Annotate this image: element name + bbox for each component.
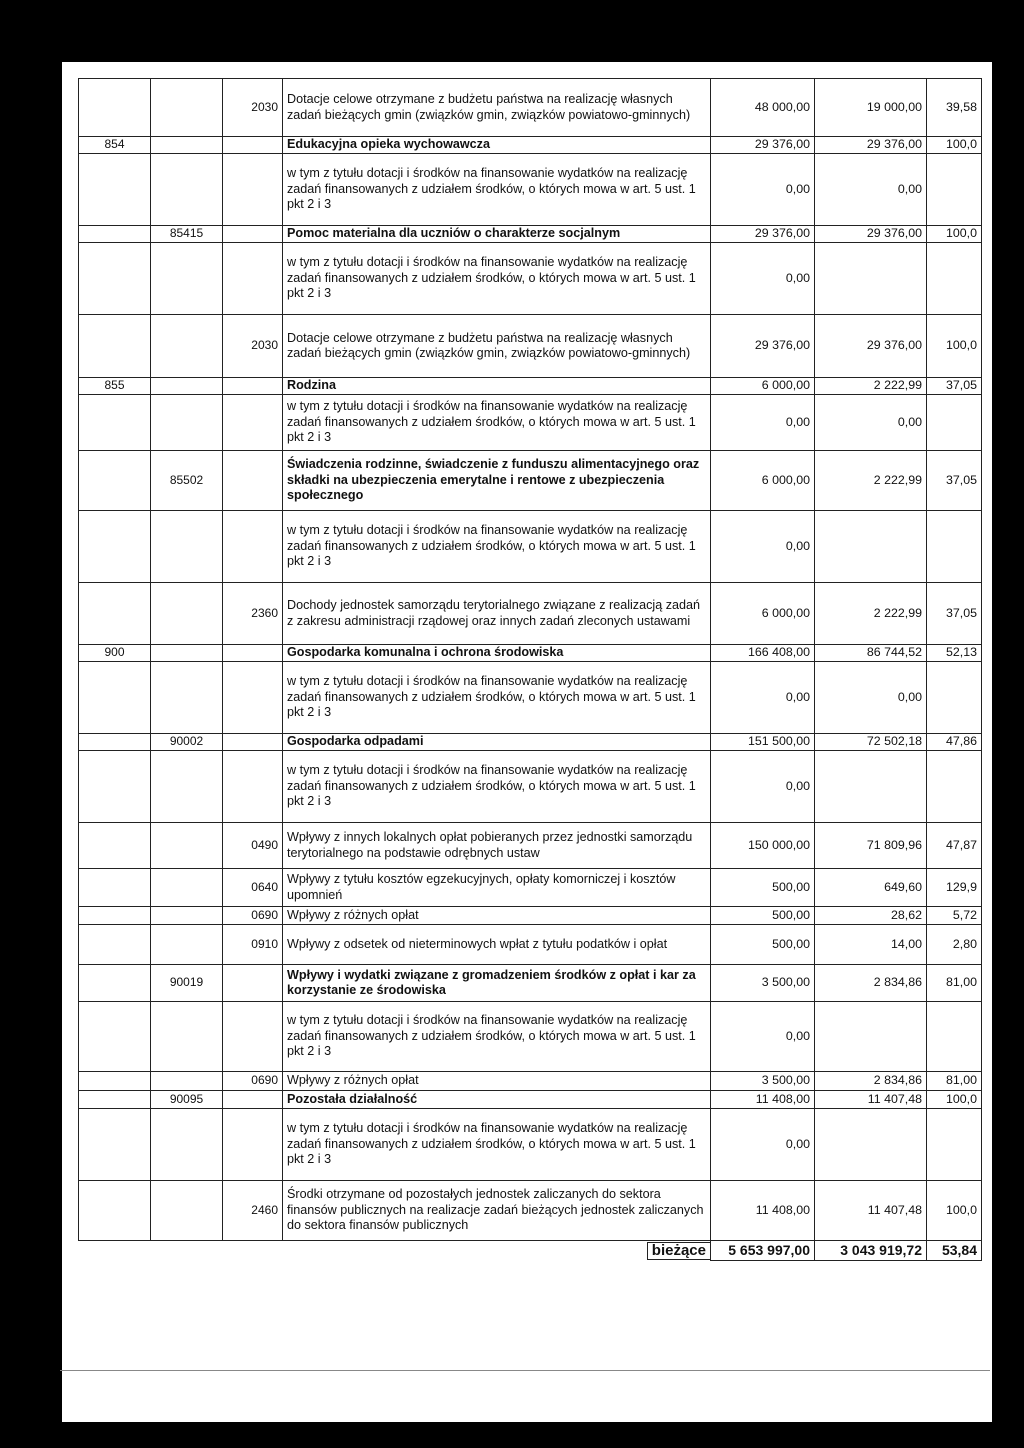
cell-description: Dotacje celowe otrzymane z budżetu państwa na realizację własnych zadań bieżących gmin (związków gmin, związków powiatowo-gminnych)	[283, 315, 711, 378]
cell-percent	[927, 662, 982, 734]
cell-dzial	[79, 734, 151, 751]
cell-description: Gospodarka odpadami	[283, 734, 711, 751]
table-row	[79, 662, 982, 734]
cell-percent: 47,86	[927, 734, 982, 751]
cell-paragraf	[223, 226, 283, 243]
cell-dzial	[79, 1181, 151, 1241]
cell-rozdzial	[151, 137, 223, 154]
cell-rozdzial	[151, 583, 223, 645]
page-bottom-rule	[60, 1370, 990, 1371]
cell-rozdzial	[151, 751, 223, 823]
cell-wykonanie: 11 407,48	[815, 1091, 927, 1109]
cell-plan: 166 408,00	[711, 645, 815, 662]
cell-rozdzial: 90095	[151, 1091, 223, 1109]
table-row	[79, 583, 982, 645]
cell-paragraf: 2030	[223, 79, 283, 137]
table-row	[79, 154, 982, 226]
cell-paragraf	[223, 1109, 283, 1181]
cell-wykonanie: 2 222,99	[815, 378, 927, 395]
cell-rozdzial	[151, 1109, 223, 1181]
cell-plan: 0,00	[711, 243, 815, 315]
cell-description: Gospodarka komunalna i ochrona środowiska	[283, 645, 711, 662]
cell-percent: 129,9	[927, 869, 982, 907]
cell-dzial	[79, 907, 151, 925]
cell-percent: 47,87	[927, 823, 982, 869]
cell-description: w tym z tytułu dotacji i środków na finansowanie wydatków na realizację zadań finansowanych z udziałem środków, o których mowa w art. 5 ust. 1 pkt 2 i 3	[283, 1109, 711, 1181]
total-label: bieżące	[647, 1242, 710, 1260]
cell-wykonanie: 14,00	[815, 925, 927, 965]
cell-description: Wpływy z różnych opłat	[283, 1072, 711, 1091]
cell-plan: 0,00	[711, 395, 815, 451]
table-row	[79, 1181, 982, 1241]
cell-dzial	[79, 79, 151, 137]
cell-plan: 500,00	[711, 907, 815, 925]
cell-percent	[927, 243, 982, 315]
cell-wykonanie: 2 222,99	[815, 583, 927, 645]
cell-paragraf	[223, 751, 283, 823]
cell-description: Wpływy z odsetek od nieterminowych wpłat z tytułu podatków i opłat	[283, 925, 711, 965]
cell-paragraf	[223, 662, 283, 734]
cell-description: w tym z tytułu dotacji i środków na finansowanie wydatków na realizację zadań finansowanych z udziałem środków, o których mowa w art. 5 ust. 1 pkt 2 i 3	[283, 511, 711, 583]
cell-dzial: 854	[79, 137, 151, 154]
cell-percent: 5,72	[927, 907, 982, 925]
cell-description: w tym z tytułu dotacji i środków na finansowanie wydatków na realizację zadań finansowanych z udziałem środków, o których mowa w art. 5 ust. 1 pkt 2 i 3	[283, 154, 711, 226]
cell-rozdzial: 85502	[151, 451, 223, 511]
cell-dzial	[79, 1109, 151, 1181]
budget-table	[78, 78, 982, 1261]
cell-description: Rodzina	[283, 378, 711, 395]
table-row	[79, 395, 982, 451]
cell-rozdzial	[151, 79, 223, 137]
cell-dzial	[79, 451, 151, 511]
cell-percent	[927, 1002, 982, 1072]
table-row	[79, 451, 982, 511]
cell-dzial	[79, 662, 151, 734]
cell-wykonanie: 0,00	[815, 395, 927, 451]
cell-percent	[927, 1109, 982, 1181]
cell-wykonanie: 2 222,99	[815, 451, 927, 511]
cell-plan: 0,00	[711, 1109, 815, 1181]
cell-rozdzial	[151, 869, 223, 907]
total-wykonanie: 3 043 919,72	[815, 1241, 927, 1261]
cell-dzial	[79, 154, 151, 226]
cell-paragraf	[223, 378, 283, 395]
cell-percent: 37,05	[927, 451, 982, 511]
cell-wykonanie: 29 376,00	[815, 226, 927, 243]
cell-wykonanie: 71 809,96	[815, 823, 927, 869]
cell-wykonanie: 2 834,86	[815, 1072, 927, 1091]
cell-description: Pozostała działalność	[283, 1091, 711, 1109]
cell-percent: 81,00	[927, 965, 982, 1002]
cell-dzial	[79, 1002, 151, 1072]
cell-percent	[927, 154, 982, 226]
table-row	[79, 511, 982, 583]
cell-plan: 48 000,00	[711, 79, 815, 137]
cell-dzial	[79, 751, 151, 823]
cell-wykonanie: 86 744,52	[815, 645, 927, 662]
cell-percent	[927, 511, 982, 583]
cell-percent: 81,00	[927, 1072, 982, 1091]
cell-description: w tym z tytułu dotacji i środków na finansowanie wydatków na realizację zadań finansowanych z udziałem środków, o których mowa w art. 5 ust. 1 pkt 2 i 3	[283, 395, 711, 451]
cell-description: w tym z tytułu dotacji i środków na finansowanie wydatków na realizację zadań finansowanych z udziałem środków, o których mowa w art. 5 ust. 1 pkt 2 i 3	[283, 243, 711, 315]
cell-plan: 500,00	[711, 869, 815, 907]
cell-percent	[927, 395, 982, 451]
cell-description: Pomoc materialna dla uczniów o charakterze socjalnym	[283, 226, 711, 243]
table-row	[79, 243, 982, 315]
cell-description: Dotacje celowe otrzymane z budżetu państwa na realizację własnych zadań bieżących gmin (związków gmin, związków powiatowo-gminnych)	[283, 79, 711, 137]
cell-description: Wpływy z innych lokalnych opłat pobieranych przez jednostki samorządu terytorialnego na podstawie odrębnych ustaw	[283, 823, 711, 869]
cell-wykonanie: 19 000,00	[815, 79, 927, 137]
cell-paragraf	[223, 395, 283, 451]
cell-paragraf	[223, 243, 283, 315]
cell-paragraf	[223, 734, 283, 751]
table-row	[79, 137, 982, 154]
cell-wykonanie: 0,00	[815, 662, 927, 734]
total-row	[79, 1241, 982, 1261]
cell-plan: 3 500,00	[711, 965, 815, 1002]
cell-dzial	[79, 243, 151, 315]
total-percent: 53,84	[927, 1241, 982, 1261]
cell-paragraf: 0910	[223, 925, 283, 965]
cell-paragraf: 2460	[223, 1181, 283, 1241]
cell-dzial: 855	[79, 378, 151, 395]
cell-paragraf: 0690	[223, 1072, 283, 1091]
cell-plan: 0,00	[711, 751, 815, 823]
table-row	[79, 869, 982, 907]
cell-rozdzial	[151, 645, 223, 662]
cell-rozdzial: 90019	[151, 965, 223, 1002]
cell-plan: 29 376,00	[711, 137, 815, 154]
cell-dzial	[79, 226, 151, 243]
cell-description: Dochody jednostek samorządu terytorialnego związane z realizacją zadań z zakresu administracji rządowej oraz innych zadań zleconych ustawami	[283, 583, 711, 645]
table-row	[79, 925, 982, 965]
cell-rozdzial	[151, 395, 223, 451]
cell-rozdzial	[151, 511, 223, 583]
cell-paragraf	[223, 1091, 283, 1109]
cell-dzial: 900	[79, 645, 151, 662]
cell-plan: 29 376,00	[711, 315, 815, 378]
cell-wykonanie: 649,60	[815, 869, 927, 907]
cell-rozdzial	[151, 154, 223, 226]
cell-wykonanie: 28,62	[815, 907, 927, 925]
cell-paragraf	[223, 1002, 283, 1072]
cell-description: Wpływy z tytułu kosztów egzekucyjnych, opłaty komorniczej i kosztów upomnień	[283, 869, 711, 907]
cell-plan: 11 408,00	[711, 1091, 815, 1109]
cell-percent: 37,05	[927, 378, 982, 395]
cell-plan: 3 500,00	[711, 1072, 815, 1091]
cell-rozdzial	[151, 315, 223, 378]
cell-wykonanie	[815, 751, 927, 823]
table-row	[79, 645, 982, 662]
cell-paragraf	[223, 154, 283, 226]
table-row	[79, 751, 982, 823]
cell-plan: 11 408,00	[711, 1181, 815, 1241]
cell-percent: 100,0	[927, 1091, 982, 1109]
cell-rozdzial	[151, 925, 223, 965]
cell-description: w tym z tytułu dotacji i środków na finansowanie wydatków na realizację zadań finansowanych z udziałem środków, o których mowa w art. 5 ust. 1 pkt 2 i 3	[283, 751, 711, 823]
cell-plan: 6 000,00	[711, 378, 815, 395]
cell-plan: 0,00	[711, 662, 815, 734]
cell-rozdzial	[151, 823, 223, 869]
cell-percent: 100,0	[927, 1181, 982, 1241]
cell-paragraf: 0690	[223, 907, 283, 925]
cell-dzial	[79, 1072, 151, 1091]
cell-percent: 100,0	[927, 226, 982, 243]
cell-plan: 0,00	[711, 511, 815, 583]
cell-description: Środki otrzymane od pozostałych jednostek zaliczanych do sektora finansów publicznych na realizacje zadań bieżących jednostek zaliczanych do sektora finansów publicznych	[283, 1181, 711, 1241]
cell-dzial	[79, 823, 151, 869]
cell-percent: 37,05	[927, 583, 982, 645]
cell-wykonanie	[815, 243, 927, 315]
cell-plan: 0,00	[711, 154, 815, 226]
cell-rozdzial	[151, 378, 223, 395]
cell-rozdzial	[151, 1002, 223, 1072]
cell-dzial	[79, 511, 151, 583]
cell-wykonanie: 72 502,18	[815, 734, 927, 751]
cell-dzial	[79, 583, 151, 645]
table-row	[79, 79, 982, 137]
cell-rozdzial	[151, 662, 223, 734]
cell-percent: 52,13	[927, 645, 982, 662]
cell-paragraf	[223, 645, 283, 662]
cell-rozdzial	[151, 907, 223, 925]
cell-percent: 2,80	[927, 925, 982, 965]
cell-dzial	[79, 869, 151, 907]
table-row	[79, 378, 982, 395]
cell-paragraf: 0640	[223, 869, 283, 907]
cell-description: Wpływy i wydatki związane z gromadzeniem środków z opłat i kar za korzystanie ze środowiska	[283, 965, 711, 1002]
cell-paragraf	[223, 511, 283, 583]
cell-wykonanie: 0,00	[815, 154, 927, 226]
cell-dzial	[79, 925, 151, 965]
cell-percent: 100,0	[927, 315, 982, 378]
cell-wykonanie: 2 834,86	[815, 965, 927, 1002]
cell-rozdzial	[151, 243, 223, 315]
cell-paragraf: 2030	[223, 315, 283, 378]
cell-description: w tym z tytułu dotacji i środków na finansowanie wydatków na realizację zadań finansowanych z udziałem środków, o których mowa w art. 5 ust. 1 pkt 2 i 3	[283, 662, 711, 734]
cell-dzial	[79, 1091, 151, 1109]
cell-rozdzial: 85415	[151, 226, 223, 243]
cell-plan: 29 376,00	[711, 226, 815, 243]
cell-wykonanie: 29 376,00	[815, 315, 927, 378]
total-spacer	[79, 1241, 711, 1261]
cell-dzial	[79, 315, 151, 378]
table-row	[79, 1072, 982, 1091]
cell-rozdzial	[151, 1072, 223, 1091]
cell-paragraf: 0490	[223, 823, 283, 869]
cell-description: Wpływy z różnych opłat	[283, 907, 711, 925]
cell-plan: 0,00	[711, 1002, 815, 1072]
cell-paragraf: 2360	[223, 583, 283, 645]
cell-paragraf	[223, 137, 283, 154]
table-row	[79, 823, 982, 869]
table-body	[79, 79, 982, 1261]
table-row	[79, 965, 982, 1002]
cell-wykonanie: 11 407,48	[815, 1181, 927, 1241]
table-row	[79, 315, 982, 378]
cell-plan: 6 000,00	[711, 583, 815, 645]
cell-dzial	[79, 395, 151, 451]
cell-wykonanie: 29 376,00	[815, 137, 927, 154]
cell-description: w tym z tytułu dotacji i środków na finansowanie wydatków na realizację zadań finansowanych z udziałem środków, o których mowa w art. 5 ust. 1 pkt 2 i 3	[283, 1002, 711, 1072]
cell-wykonanie	[815, 511, 927, 583]
table-row	[79, 734, 982, 751]
document-sheet	[62, 62, 992, 1422]
cell-wykonanie	[815, 1002, 927, 1072]
cell-percent: 39,58	[927, 79, 982, 137]
cell-paragraf	[223, 965, 283, 1002]
cell-percent: 100,0	[927, 137, 982, 154]
cell-dzial	[79, 965, 151, 1002]
cell-plan: 151 500,00	[711, 734, 815, 751]
cell-wykonanie	[815, 1109, 927, 1181]
cell-rozdzial: 90002	[151, 734, 223, 751]
cell-description: Edukacyjna opieka wychowawcza	[283, 137, 711, 154]
cell-rozdzial	[151, 1181, 223, 1241]
cell-description: Świadczenia rodzinne, świadczenie z funduszu alimentacyjnego oraz składki na ubezpieczenia emerytalne i rentowe z ubezpieczenia społecznego	[283, 451, 711, 511]
cell-percent	[927, 751, 982, 823]
cell-paragraf	[223, 451, 283, 511]
cell-plan: 500,00	[711, 925, 815, 965]
cell-plan: 6 000,00	[711, 451, 815, 511]
total-plan: 5 653 997,00	[711, 1241, 815, 1261]
table-row	[79, 907, 982, 925]
table-row	[79, 226, 982, 243]
table-row	[79, 1091, 982, 1109]
table-row	[79, 1002, 982, 1072]
table-row	[79, 1109, 982, 1181]
cell-plan: 150 000,00	[711, 823, 815, 869]
